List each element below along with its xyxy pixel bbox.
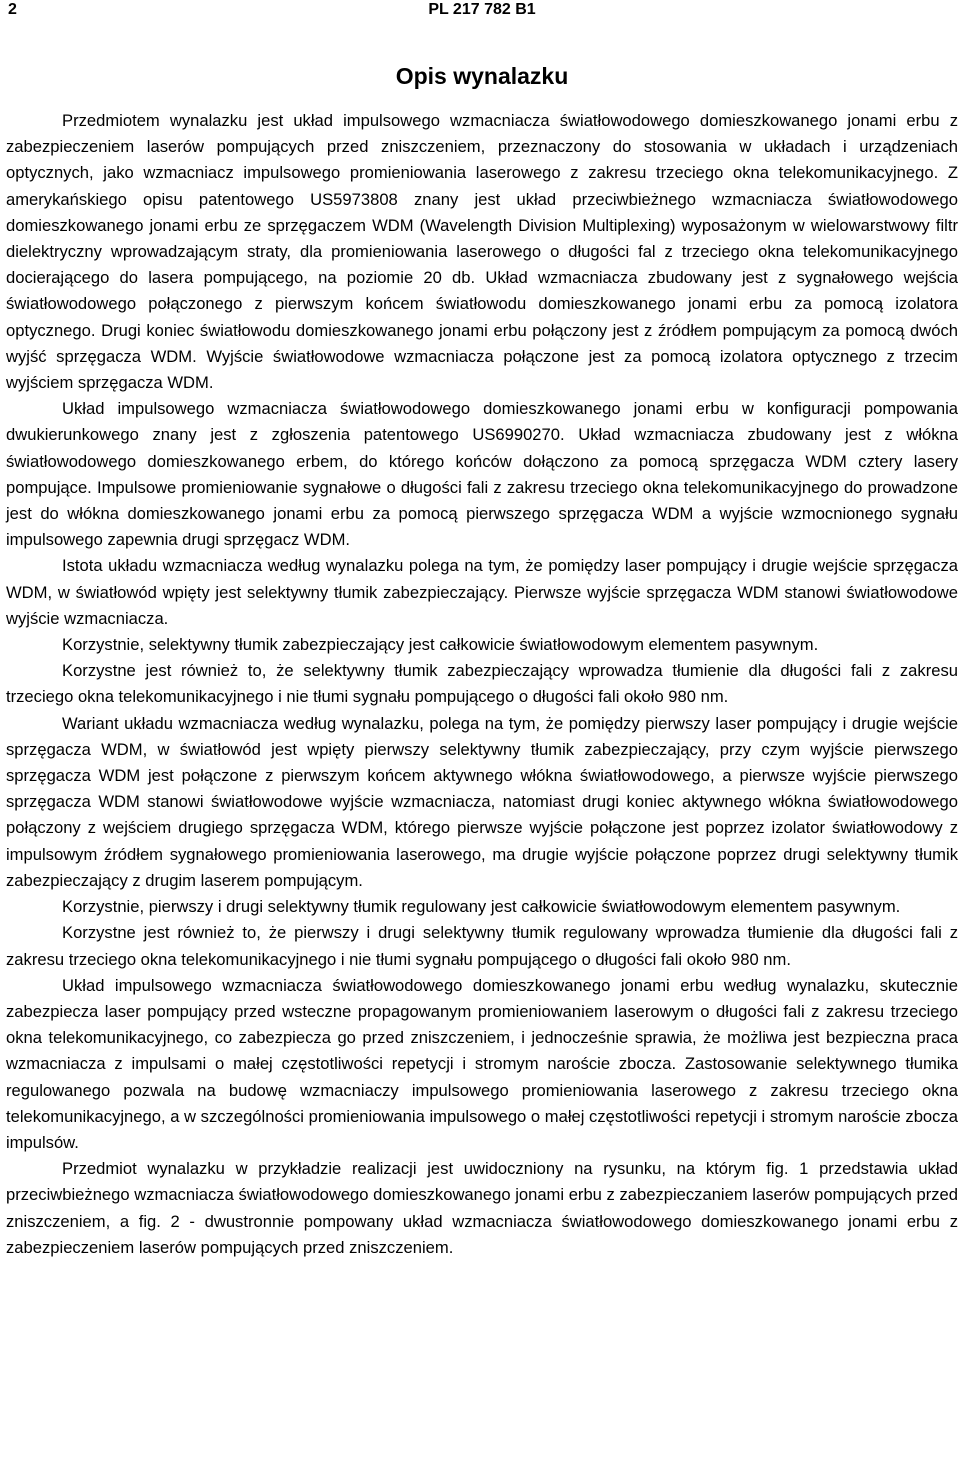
paragraph: Układ impulsowego wzmacniacza światłowodowego domieszkowanego jonami erbu według wynalazku, skutecznie zabezpiecza laser pompujący przed wsteczne propagowanym promieniowaniem laserowym o długości fali z zakresu trzeciego okna telekomunikacyjnego, co zabezpiecza go przed zniszczeniem, i jednocześnie sprawia, że możliwa jest bezpieczna praca wzmacniacza z impulsami o małej częstotliwości repetycji i stromym naroście zbocza. Zastosowanie selektywnego tłumika regulowanego pozwala na budowę wzmacniaczy impulsowego promieniowania laserowego z zakresu trzeciego okna telekomunikacyjnego, a w szczególności promieniowania impulsowego o małej częstotliwości repetycji i stromym naroście zbocza impulsów. xyxy=(6,975,958,1152)
paragraph: Przedmiotem wynalazku jest układ impulsowego wzmacniacza światłowodowego domieszkowanego jonami erbu z zabezpieczeniem laserów pompujących przed zniszczeniem, przeznaczony do stosowania w układach i urządzeniach optycznych, jako wzmacniacz impulsowego promieniowania laserowego z zakresu trzeciego okna telekomunikacyjnego. Z amerykańskiego opisu patentowego US5973808 znany jest układ przeciwbieżnego wzmacniacza światłowodowego domieszkowanego jonami erbu ze sprzęgaczem WDM (Wavelength Division Multiplexing) wyposażonym w wielowarstwowy filtr dielektryczny wprowadzającym straty, dla promieniowania laserowego o długości fal z trzeciego okna telekomunikacyjnego docierającego do lasera pompującego, na poziomie 20 db. Układ wzmacniacza zbudowany jest z sygnałowego wejścia światłowodowego połączonego z pierwszym końcem światłowodu domieszkowanego jonami erbu za pomocą izolatora optycznego. Drugi koniec światłowodu domieszkowanego jonami erbu połączony jest z źródłem pompującym za pomocą dwóch wyjść sprzęgacza WDM. Wyjście światłowodowe wzmacniacza połączone jest za pomocą izolatora optycznego z trzecim wyjściem sprzęgacza WDM. xyxy=(6,111,958,393)
paragraph: Układ impulsowego wzmacniacza światłowodowego domieszkowanego jonami erbu w konfiguracji pompowania dwukierunkowego znany jest z zgłoszenia patentowego US6990270. Układ wzmacniacza zbudowany jest z włókna światłowodowego domieszkowanego erbem, do którego końców dołączono za pomocą sprzęgacza WDM cztery lasery pompujące. Impulsowe promieniowanie sygnałowe o długości fali z zakresu trzeciego okna telekomunikacyjnego do prowadzone jest do włókna domieszkowanego jonami erbu za pomocą pierwszego sprzęgacza WDM a wyjście wzmocnionego sygnału impulsowego zapewnia drugi sprzęgacz WDM. xyxy=(6,399,958,550)
document-body xyxy=(6,108,958,1261)
page-header xyxy=(6,0,958,22)
patent-number: PL 217 782 B1 xyxy=(428,1,536,18)
paragraph: Korzystnie, selektywny tłumik zabezpieczający jest całkowicie światłowodowym elementem pasywnym. xyxy=(62,635,819,655)
document-title: Opis wynalazku xyxy=(395,63,569,89)
paragraph: Korzystnie, pierwszy i drugi selektywny tłumik regulowany jest całkowicie światłowodowym elementem pasywnym. xyxy=(62,897,901,917)
paragraph: Istota układu wzmacniacza według wynalazku polega na tym, że pomiędzy laser pompujący i drugie wejście sprzęgacza WDM, w światłowód wpięty jest selektywny tłumik zabezpieczający. Pierwsze wyjście sprzęgacza WDM stanowi światłowodowe wyjście wzmacniacza. xyxy=(6,556,958,628)
paragraph: Korzystne jest również to, że pierwszy i drugi selektywny tłumik regulowany wprowadza tłumienie dla długości fali z zakresu trzeciego okna telekomunikacyjnego i nie tłumi sygnału pompującego o długości fali około 980 nm. xyxy=(6,923,958,969)
paragraph: Korzystne jest również to, że selektywny tłumik zabezpieczający wprowadza tłumienie dla długości fali z zakresu trzeciego okna telekomunikacyjnego i nie tłumi sygnału pompującego o długości fali około 980 nm. xyxy=(6,661,958,707)
paragraph: Wariant układu wzmacniacza według wynalazku, polega na tym, że pomiędzy pierwszy laser pompujący i drugie wejście sprzęgacza WDM, w światłowód jest wpięty pierwszy selektywny tłumik zabezpieczający, przy czym wyjście pierwszego sprzęgacza WDM jest połączone z pierwszym końcem aktywnego włókna światłowodowego, a pierwsze wyjście pierwszego sprzęgacza WDM stanowi światłowodowe wyjście wzmacniacza, natomiast drugi koniec aktywnego włókna światłowodowego połączony z wejściem drugiego sprzęgacza WDM, którego pierwsze wyjście połączone jest poprzez izolator światłowodowy z impulsowym źródłem sygnałowego promieniowania laserowego, ma drugie wyjście połączone poprzez drugi selektywny tłumik zabezpieczający z drugim laserem pompującym. xyxy=(6,713,958,890)
paragraph: Przedmiot wynalazku w przykładzie realizacji jest uwidoczniony na rysunku, na którym fig. 1 przedstawia układ przeciwbieżnego wzmacniacza światłowodowego domieszkowanego jonami erbu z zabezpieczaniem laserów pompujących przed zniszczeniem, a fig. 2 - dwustronnie pompowany układ wzmacniacza światłowodowego domieszkowanego jonami erbu z zabezpieczeniem laserów pompujących przed zniszczeniem. xyxy=(6,1159,958,1257)
page-number: 2 xyxy=(8,1,17,18)
